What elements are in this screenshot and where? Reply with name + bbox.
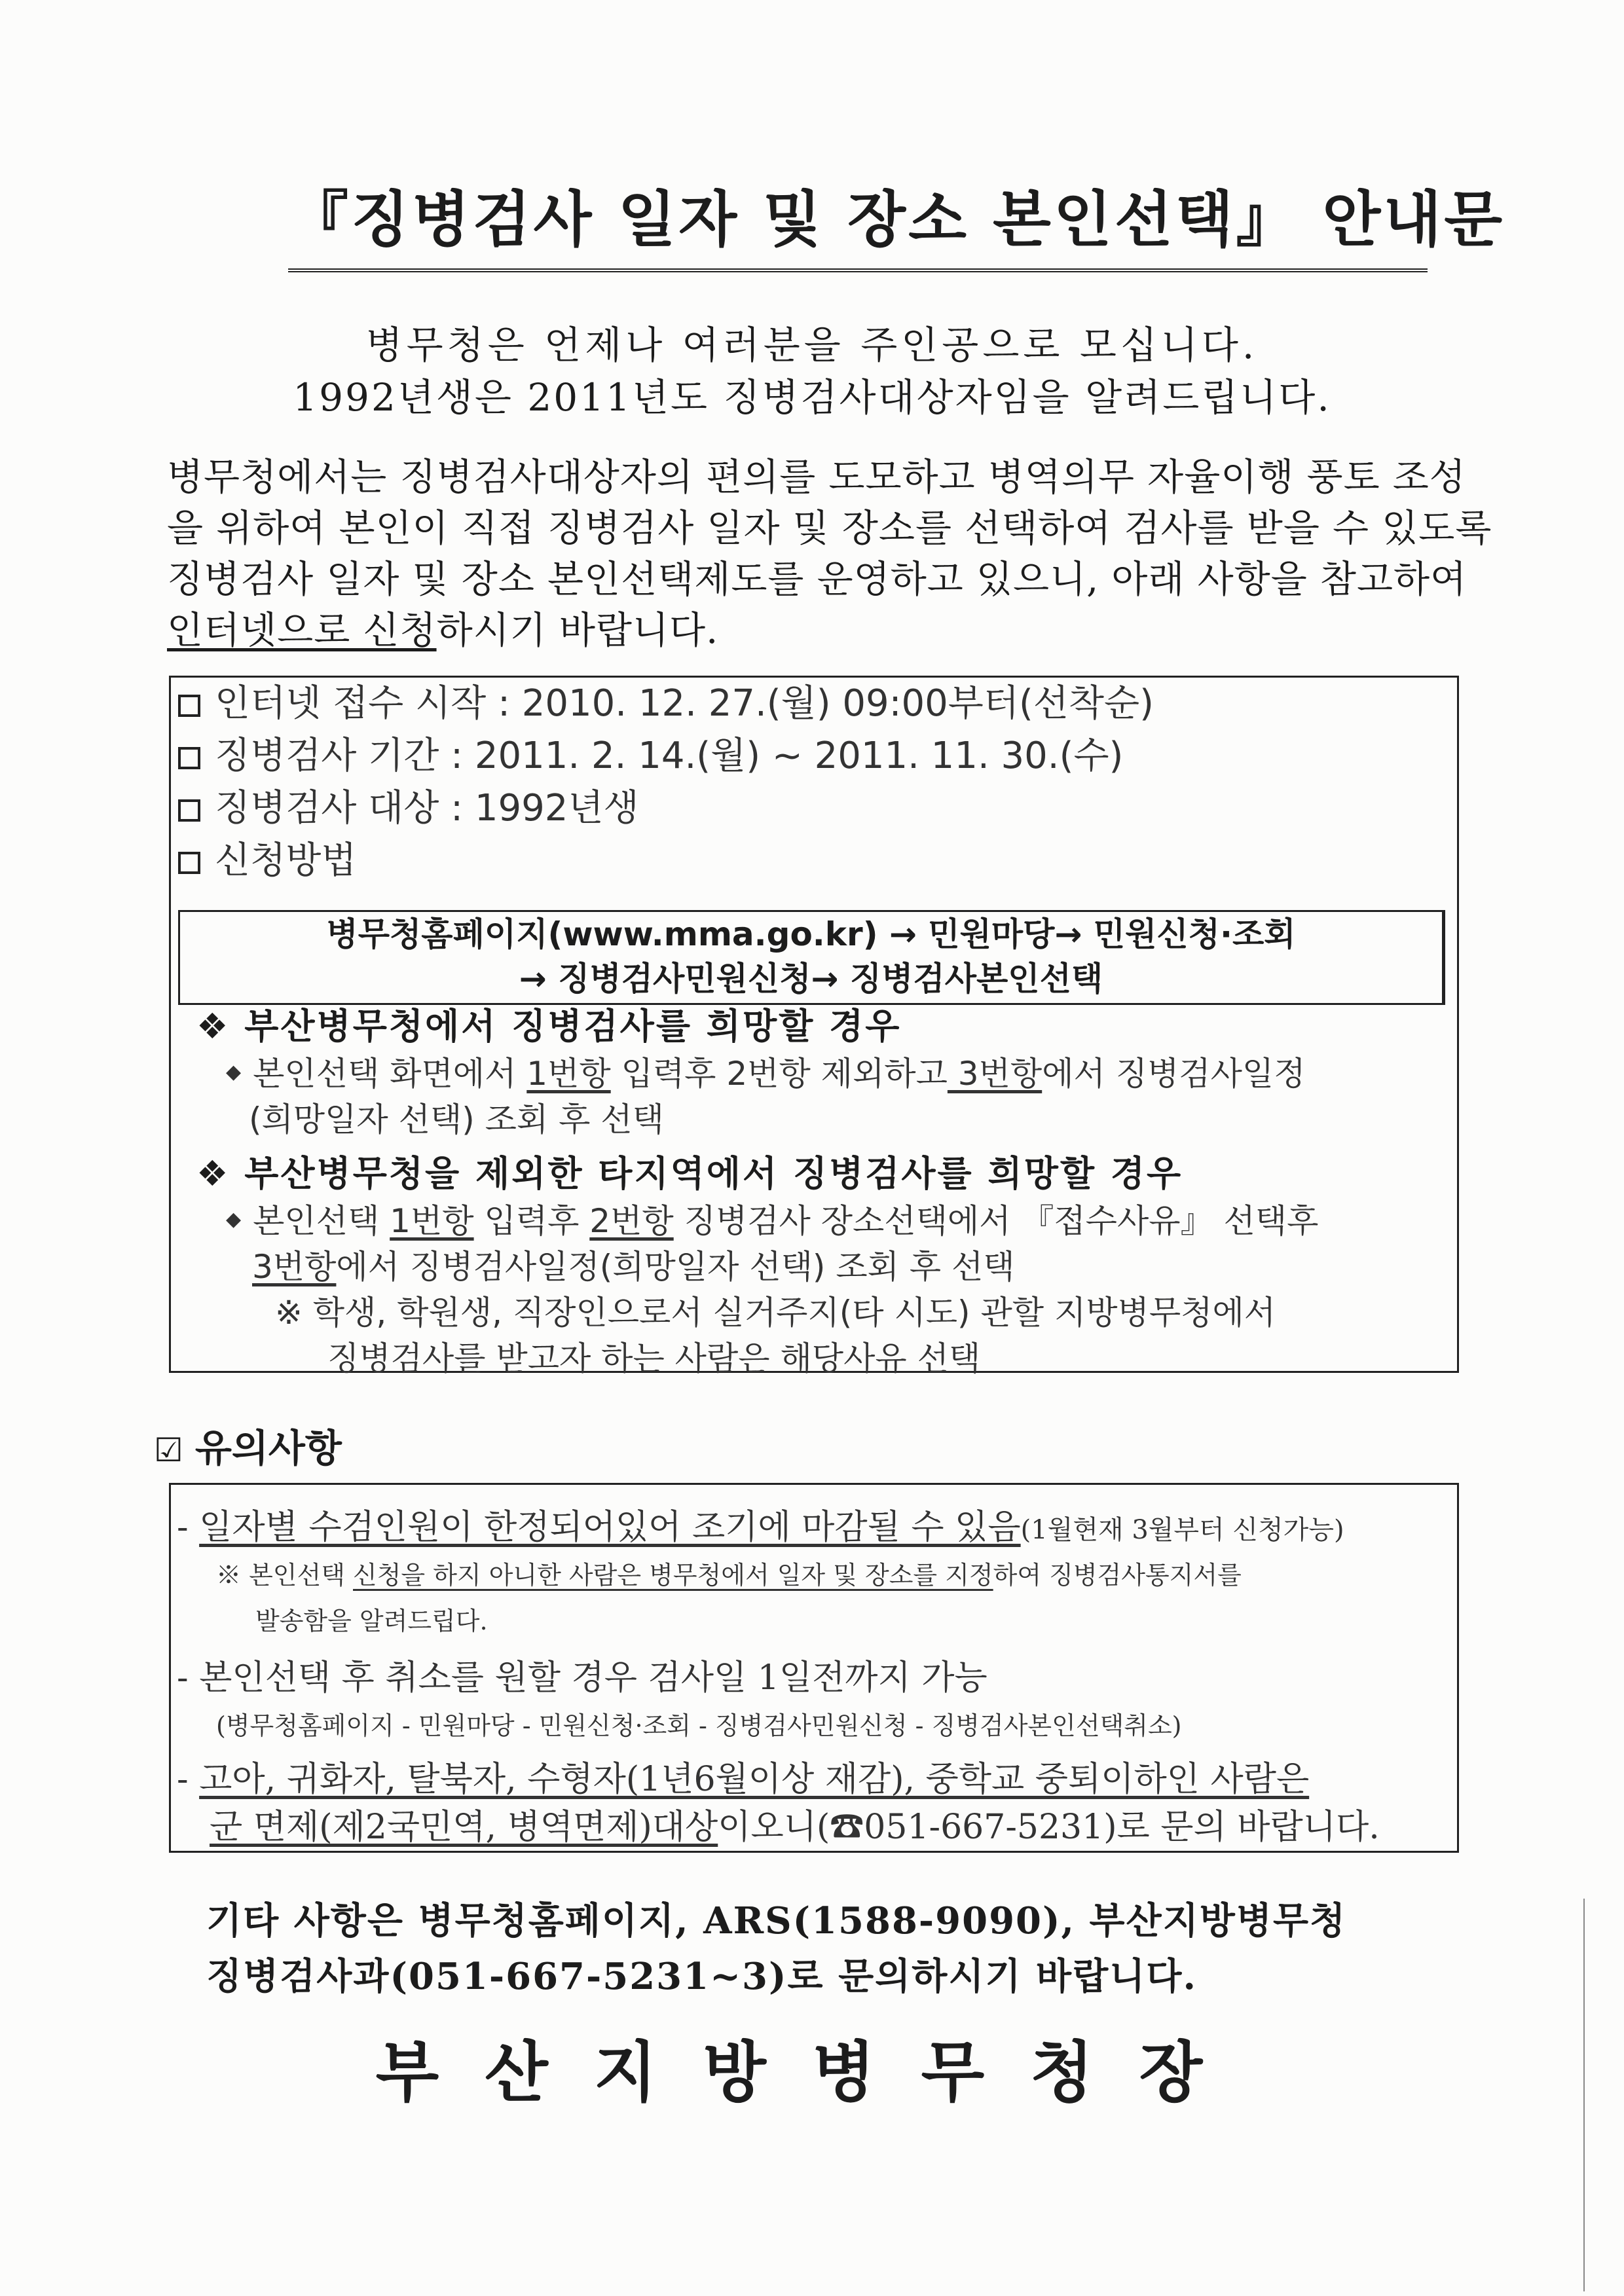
greeting-line-2: 1992년생은 2011년도 징병검사대상자임을 알려드립니다. <box>293 375 1331 420</box>
notice-item-3-post: 이오니(☎051-667-5231)로 문의 바랍니다. <box>718 1808 1380 1847</box>
path-line-2: → 징병검사민원신청→ 징병검사본인선택 <box>519 960 1103 998</box>
notice-item-1: - 일자별 수검인원이 한정되어있어 조기에 마감될 수 있음(1월현재 3월부터 신청가능) <box>177 1508 1344 1547</box>
case1-heading: ❖ 부산병무청에서 징병검사를 희망할 경우 <box>196 1006 902 1047</box>
info-period-text: 징병검사 기간 : 2011. 2. 14.(월) ~ 2011. 11. 30.(수) <box>215 735 1124 777</box>
case1-text: 본인선택 화면에서 <box>253 1055 527 1093</box>
intro-text: 병무청에서는 징병검사대상자의 편의를 도모하고 병역의무 자율이행 풍토 조성을 위하여 본인이 직접 징병검사 일자 및 장소를 선택하여 검사를 받을 수 있도록 징병검사 일자 및 장소 본인선택제도를 운영하고 있으니, 아래 사항을 참고하여 <box>167 456 1492 601</box>
case2-underlined-1: 1번항 <box>390 1202 474 1240</box>
notice-heading-text: 유의사항 <box>194 1426 342 1470</box>
notice-sub-underlined: 신청을 하지 아니한 사람은 병무청에서 일자 및 장소를 지정 <box>353 1561 993 1590</box>
notice-item-1-sub-2: 발송함을 알려드립다. <box>255 1607 488 1635</box>
notice-item-3-cont <box>210 1799 1380 1848</box>
case2-text-post: 징병검사 장소선택에서 『접수사유』 선택후 <box>673 1202 1319 1240</box>
notice-item-3-underlined: 고아, 귀화자, 탈북자, 수형자(1년6월이상 재감), 중학교 중퇴이하인 사람은 <box>199 1760 1310 1799</box>
case1-bullet-1 <box>226 1048 1306 1095</box>
intro-text-end: 하시기 바랍니다. <box>436 609 719 652</box>
application-path-box <box>178 910 1445 1005</box>
info-method-text: 신청방법 <box>215 839 357 882</box>
case1-text-mid: 입력후 2번항 제외하고 <box>610 1055 948 1093</box>
footer-line-2: 징병검사과(051-667-5231~3)로 문의하시기 바랍니다. <box>206 1955 1197 1998</box>
notice-item-3-underlined-2: 군 면제(제2국민역, 병역면제)대상 <box>210 1808 718 1847</box>
diamond-bullet-icon: ◆ <box>226 1061 242 1084</box>
case2-underlined-3: 3번항 <box>252 1248 337 1286</box>
info-method <box>178 831 356 884</box>
footer-line-1: 기타 사항은 병무청홈페이지, ARS(1588-9090), 부산지방병무청 <box>206 1899 1347 1942</box>
scan-edge-line <box>1583 1899 1585 2291</box>
case2-bullet-1-cont <box>252 1241 1015 1288</box>
case2-underlined-2: 2번항 <box>589 1202 674 1240</box>
info-start-text: 인터넷 접수 시작 : 2010. 12. 27.(월) 09:00부터(선착순) <box>215 682 1154 725</box>
notice-item-1-sub <box>216 1555 1242 1591</box>
checkbox-icon <box>178 852 200 874</box>
greeting-line-1: 병무청은 언제나 여러분을 주인공으로 모십니다. <box>365 323 1259 367</box>
info-target-text: 징병검사 대상 : 1992년생 <box>215 787 639 829</box>
notice-sub-text: ※ 본인선택 <box>216 1561 353 1590</box>
case1-underlined-2: 3번항 <box>947 1055 1043 1093</box>
notice-item-3: - 고아, 귀화자, 탈북자, 수형자(1년6월이상 재감), 중학교 중퇴이하인 사람은 <box>177 1760 1310 1799</box>
case1-text-post: 에서 징병검사일정 <box>1042 1055 1306 1093</box>
notice-item-2-sub: (병무청홈페이지 - 민원마당 - 민원신청·조회 - 징병검사민원신청 - 징병검사본인선택취소) <box>216 1711 1182 1740</box>
diamond-bullet-icon: ◆ <box>226 1208 242 1231</box>
notice-sub-post: 하여 징병검사통지서를 <box>993 1561 1242 1590</box>
intro-paragraph <box>167 452 1496 656</box>
checkbox-icon <box>178 747 200 769</box>
case2-text-mid: 입력후 <box>473 1202 590 1240</box>
case2-note-2: 징병검사를 받고자 하는 사람은 해당사유 선택 <box>327 1339 981 1377</box>
info-target <box>178 779 639 831</box>
checkbox-icon <box>178 695 200 717</box>
checkbox-icon <box>178 799 200 822</box>
case2-heading: ❖ 부산병무청을 제외한 타지역에서 징병검사를 희망할 경우 <box>196 1153 1183 1194</box>
case1-underlined-1: 1번항 <box>526 1055 611 1093</box>
case1-bullet-1-cont: (희망일자 선택) 조회 후 선택 <box>249 1101 664 1139</box>
notice-item-1-post: (1월현재 3월부터 신청가능) <box>1020 1515 1344 1545</box>
notice-heading <box>154 1417 342 1472</box>
info-period <box>178 727 1123 779</box>
path-line-1: 병무청홈페이지(www.mma.go.kr) → 민원마당→ 민원신청·조회 <box>326 915 1296 953</box>
notice-item-1-underlined: 일자별 수검인원이 한정되어있어 조기에 마감될 수 있음 <box>199 1508 1021 1547</box>
notice-item-2: - 본인선택 후 취소를 원할 경우 검사일 1일전까지 가능 <box>177 1658 987 1698</box>
case2-bullet-1 <box>226 1195 1318 1242</box>
case2-text: 본인선택 <box>253 1202 390 1240</box>
info-start <box>178 674 1154 727</box>
page-title: 『징병검사 일자 및 장소 본인선택』 안내문 <box>288 177 1428 272</box>
signature: 부산지방병무청장 <box>375 2033 1249 2111</box>
checkmark-box-icon: ☑ <box>154 1431 183 1469</box>
intro-underlined: 인터넷으로 신청 <box>167 609 437 652</box>
case2-text-cont: 에서 징병검사일정(희망일자 선택) 조회 후 선택 <box>336 1248 1015 1286</box>
case2-note-1: ※ 학생, 학원생, 직장인으로서 실거주지(타 시도) 관할 지방병무청에서 <box>275 1294 1276 1332</box>
